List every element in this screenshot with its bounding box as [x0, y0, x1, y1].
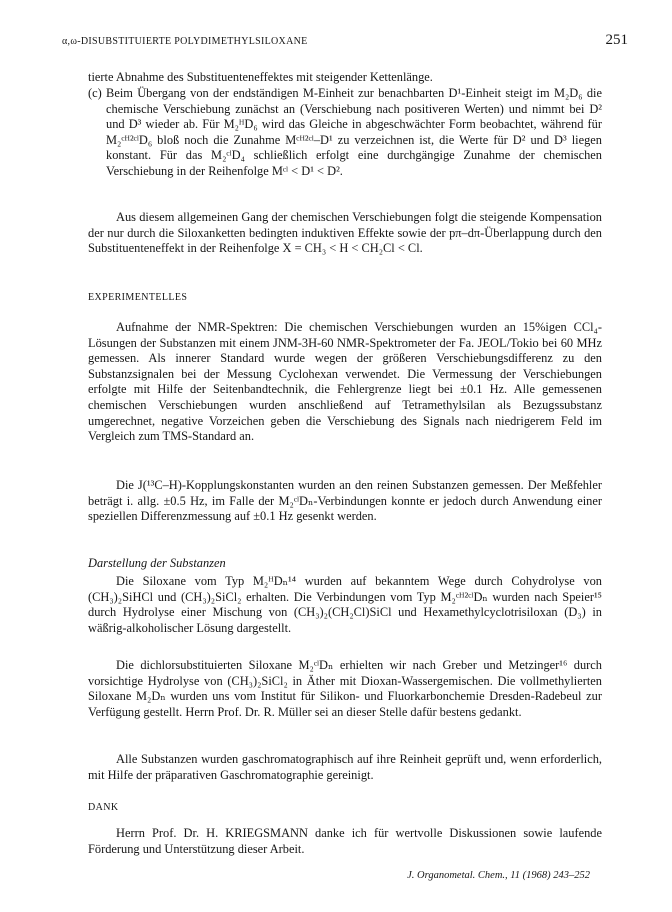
- paragraph: Aus diesem allgemeinen Gang der chemischen Verschiebungen folgt die steigende Kompensation der nur durch die Siloxanketten bedingten induktiven Effekte sowie der pπ–dπ-Überlappung durch den Substituenteneffekt in der Reihenfolge X = CH₃ < H < CH₂Cl < Cl.: [88, 210, 602, 256]
- paragraph: Aufnahme der NMR-Spektren: Die chemischen Verschiebungen wurden an 15%igen CCl₄-Lösungen der Substanzen mit einem JNM-3H-60 NMR-Spektrometer der Fa. JEOL/Tokio bei 60 MHz gemessen. Als innerer Standard wurde wegen der größeren Verschiebungsdifferenz zu den Substanzsignalen bei der Messung Cyclohexan verwendet. Die Vermessung der Verschiebungen erfolgte mit Hilfe der Seitenbandtechnik, die Fehlergrenze liegt bei ±0.1 Hz. Alle gemessenen chemischen Verschiebungen wurden anschließend auf Tetramethylsilan als Bezugssubstanz umgerechnet, negative Vorzeichen geben die Verschiebung des Signals nach niedrigerem Feld im Vergleich zum TMS-Standard an.: [88, 320, 602, 444]
- paragraph-coupling: [88, 478, 602, 525]
- paragraph: Alle Substanzen wurden gaschromatographisch auf ihre Reinheit geprüft und, wenn erforderlich, mit Hilfe der präparativen Gaschromatographie gereinigt.: [88, 752, 602, 782]
- journal-reference: J. Organometal. Chem., 11 (1968) 243–252: [407, 870, 590, 881]
- paragraph: Die J(¹³C–H)-Kopplungskonstanten wurden an den reinen Substanzen gemessen. Der Meßfehler beträgt i. allg. ±0.5 Hz, im Falle der M₂ᶜˡDₙ-Verbindungen konnte er jedoch durch Anwendung einer speziellen Differenzmessung auf ±0.1 Hz gesenkt werden.: [88, 478, 602, 524]
- paragraph: (c) Beim Übergang von der endständigen M-Einheit zur benachbarten D¹-Einheit steigt im M₂D₆ die chemische Verschiebung zunächst an (Verschiebung nach positiveren Werten) und nimmt bei D² und D³ wieder ab. Für M₂ᴴD₆ wird das Gleiche in abgeschwächter Form beobachtet, während für M₂ᶜᴴ²ᶜˡD₆ bloß noch die Zunahme Mᶜᴴ²ᶜˡ–D¹ zu verzeichnen ist, die Werte für D² und D³ liegen konstant. Für das M₂ᶜˡD₄ schließlich erfolgt eine durchgängige Zunahme der chemischen Verschiebung in der Reihenfolge Mᶜˡ < D¹ < D².: [88, 86, 602, 178]
- page-header: [62, 34, 628, 54]
- subsection-heading: [88, 556, 602, 572]
- running-title: α,ω-DISUBSTITUIERTE POLYDIMETHYLSILOXANE: [62, 36, 308, 47]
- section-heading-experimental: [88, 290, 602, 306]
- section-heading-dank: [88, 800, 602, 816]
- paragraph: tierte Abnahme des Substituenteneffektes mit steigender Kettenlänge.: [88, 70, 433, 84]
- paragraph-summary: [88, 210, 602, 257]
- paragraph: Herrn Prof. Dr. H. KRIEGSMANN danke ich für wertvolle Diskussionen sowie laufende Förderung und Unterstützung dieser Arbeit.: [88, 826, 602, 856]
- list-item-c: [88, 86, 602, 180]
- subsection-title: Darstellung der Substanzen: [88, 556, 226, 570]
- paragraph-continuation: [88, 70, 602, 86]
- section-heading: EXPERIMENTELLES: [88, 292, 188, 303]
- paragraph-acknowledgement: [88, 826, 602, 857]
- page-number: 251: [605, 32, 628, 48]
- paragraph-synthesis-1: [88, 574, 602, 636]
- paragraph-nmr: [88, 320, 602, 445]
- section-heading: DANK: [88, 802, 119, 813]
- paragraph: Die dichlorsubstituierten Siloxane M₂ᶜˡDₙ erhielten wir nach Greber und Metzinger¹⁶ durch vorsichtige Hydrolyse von (CH₃)₂SiCl₂ in Äther mit Dioxan-Wassergemischen. Die vollmethylierten Siloxane M₂Dₙ wurden uns vom Institut für Silikon- und Fluorkarbonchemie Dresden-Radebeul zur Verfügung gestellt. Herrn Prof. Dr. R. Müller sei an dieser Stelle dafür bestens gedankt.: [88, 658, 602, 719]
- paragraph-synthesis-2: [88, 658, 602, 720]
- paragraph-synthesis-3: [88, 752, 602, 783]
- paragraph: Die Siloxane vom Typ M₂ᴴDₙ¹⁴ wurden auf bekanntem Wege durch Cohydrolyse von (CH₃)₂SiHCl und (CH₃)₂SiCl₂ erhalten. Die Verbindungen vom Typ M₂ᶜᴴ²ᶜˡDₙ wurden nach Speier¹⁵ durch Hydrolyse einer Mischung von (CH₃)₂(CH₂Cl)SiCl und Hexamethylcyclotrisiloxan (D₃) in wäßrig-alkoholischer Lösung dargestellt.: [88, 574, 602, 635]
